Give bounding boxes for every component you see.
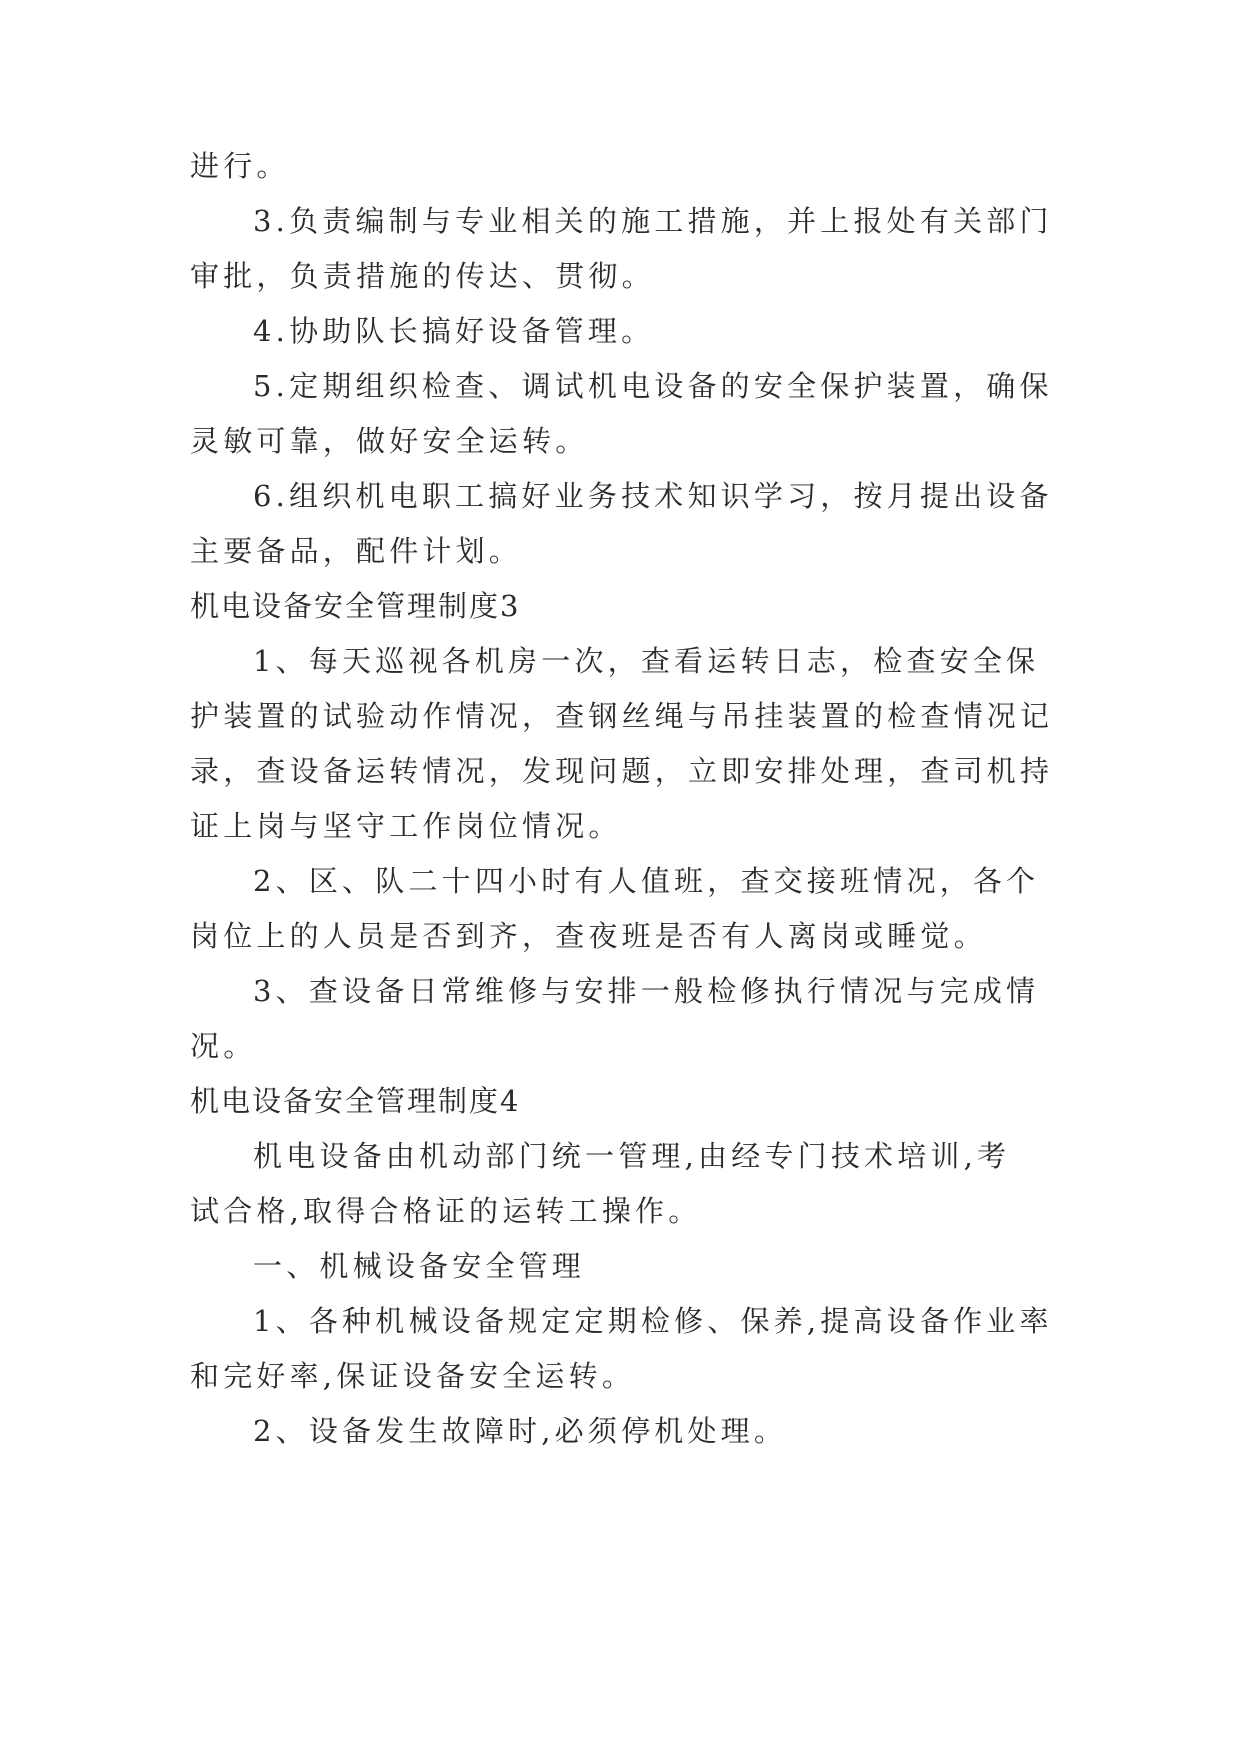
- text-line: 和完好率,保证设备安全运转。: [190, 1359, 636, 1393]
- text-line: 3.负责编制与专业相关的施工措施，并上报处有关部门: [253, 204, 1053, 238]
- text-line: 2、区、队二十四小时有人值班，查交接班情况，各个: [253, 864, 1040, 898]
- text-line: 证上岗与坚守工作岗位情况。: [190, 809, 622, 843]
- text-line: 灵敏可靠，做好安全运转。: [190, 424, 589, 458]
- section-heading: 机电设备安全管理制度3: [190, 589, 521, 623]
- text-line: 1、各种机械设备规定定期检修、保养,提高设备作业率: [253, 1304, 1053, 1338]
- text-line: 护装置的试验动作情况，查钢丝绳与吊挂装置的检查情况记: [190, 699, 1054, 733]
- text-line: 6.组织机电职工搞好业务技术知识学习，按月提出设备: [253, 479, 1053, 513]
- text-line: 机电设备由机动部门统一管理,由经专门技术培训,考: [253, 1139, 1011, 1173]
- section-heading: 机电设备安全管理制度4: [190, 1084, 521, 1118]
- text-line: 主要备品，配件计划。: [190, 534, 523, 568]
- text-line: 岗位上的人员是否到齐，查夜班是否有人离岗或睡觉。: [190, 919, 987, 953]
- text-line: 审批，负责措施的传达、贯彻。: [190, 259, 655, 293]
- text-line: 况。: [190, 1029, 257, 1063]
- text-line: 录，查设备运转情况，发现问题，立即安排处理，查司机持: [190, 754, 1054, 788]
- text-line: 进行。: [190, 149, 290, 183]
- text-line: 5.定期组织检查、调试机电设备的安全保护装置，确保: [253, 369, 1053, 403]
- text-line: 试合格,取得合格证的运转工操作。: [190, 1194, 702, 1228]
- subsection-heading: 一、机械设备安全管理: [253, 1249, 586, 1283]
- text-line: 1、每天巡视各机房一次，查看运转日志，检查安全保: [253, 644, 1040, 678]
- text-line: 4.协助队长搞好设备管理。: [253, 314, 655, 348]
- text-line: 2、设备发生故障时,必须停机处理。: [253, 1414, 788, 1448]
- text-line: 3、查设备日常维修与安排一般检修执行情况与完成情: [253, 974, 1040, 1008]
